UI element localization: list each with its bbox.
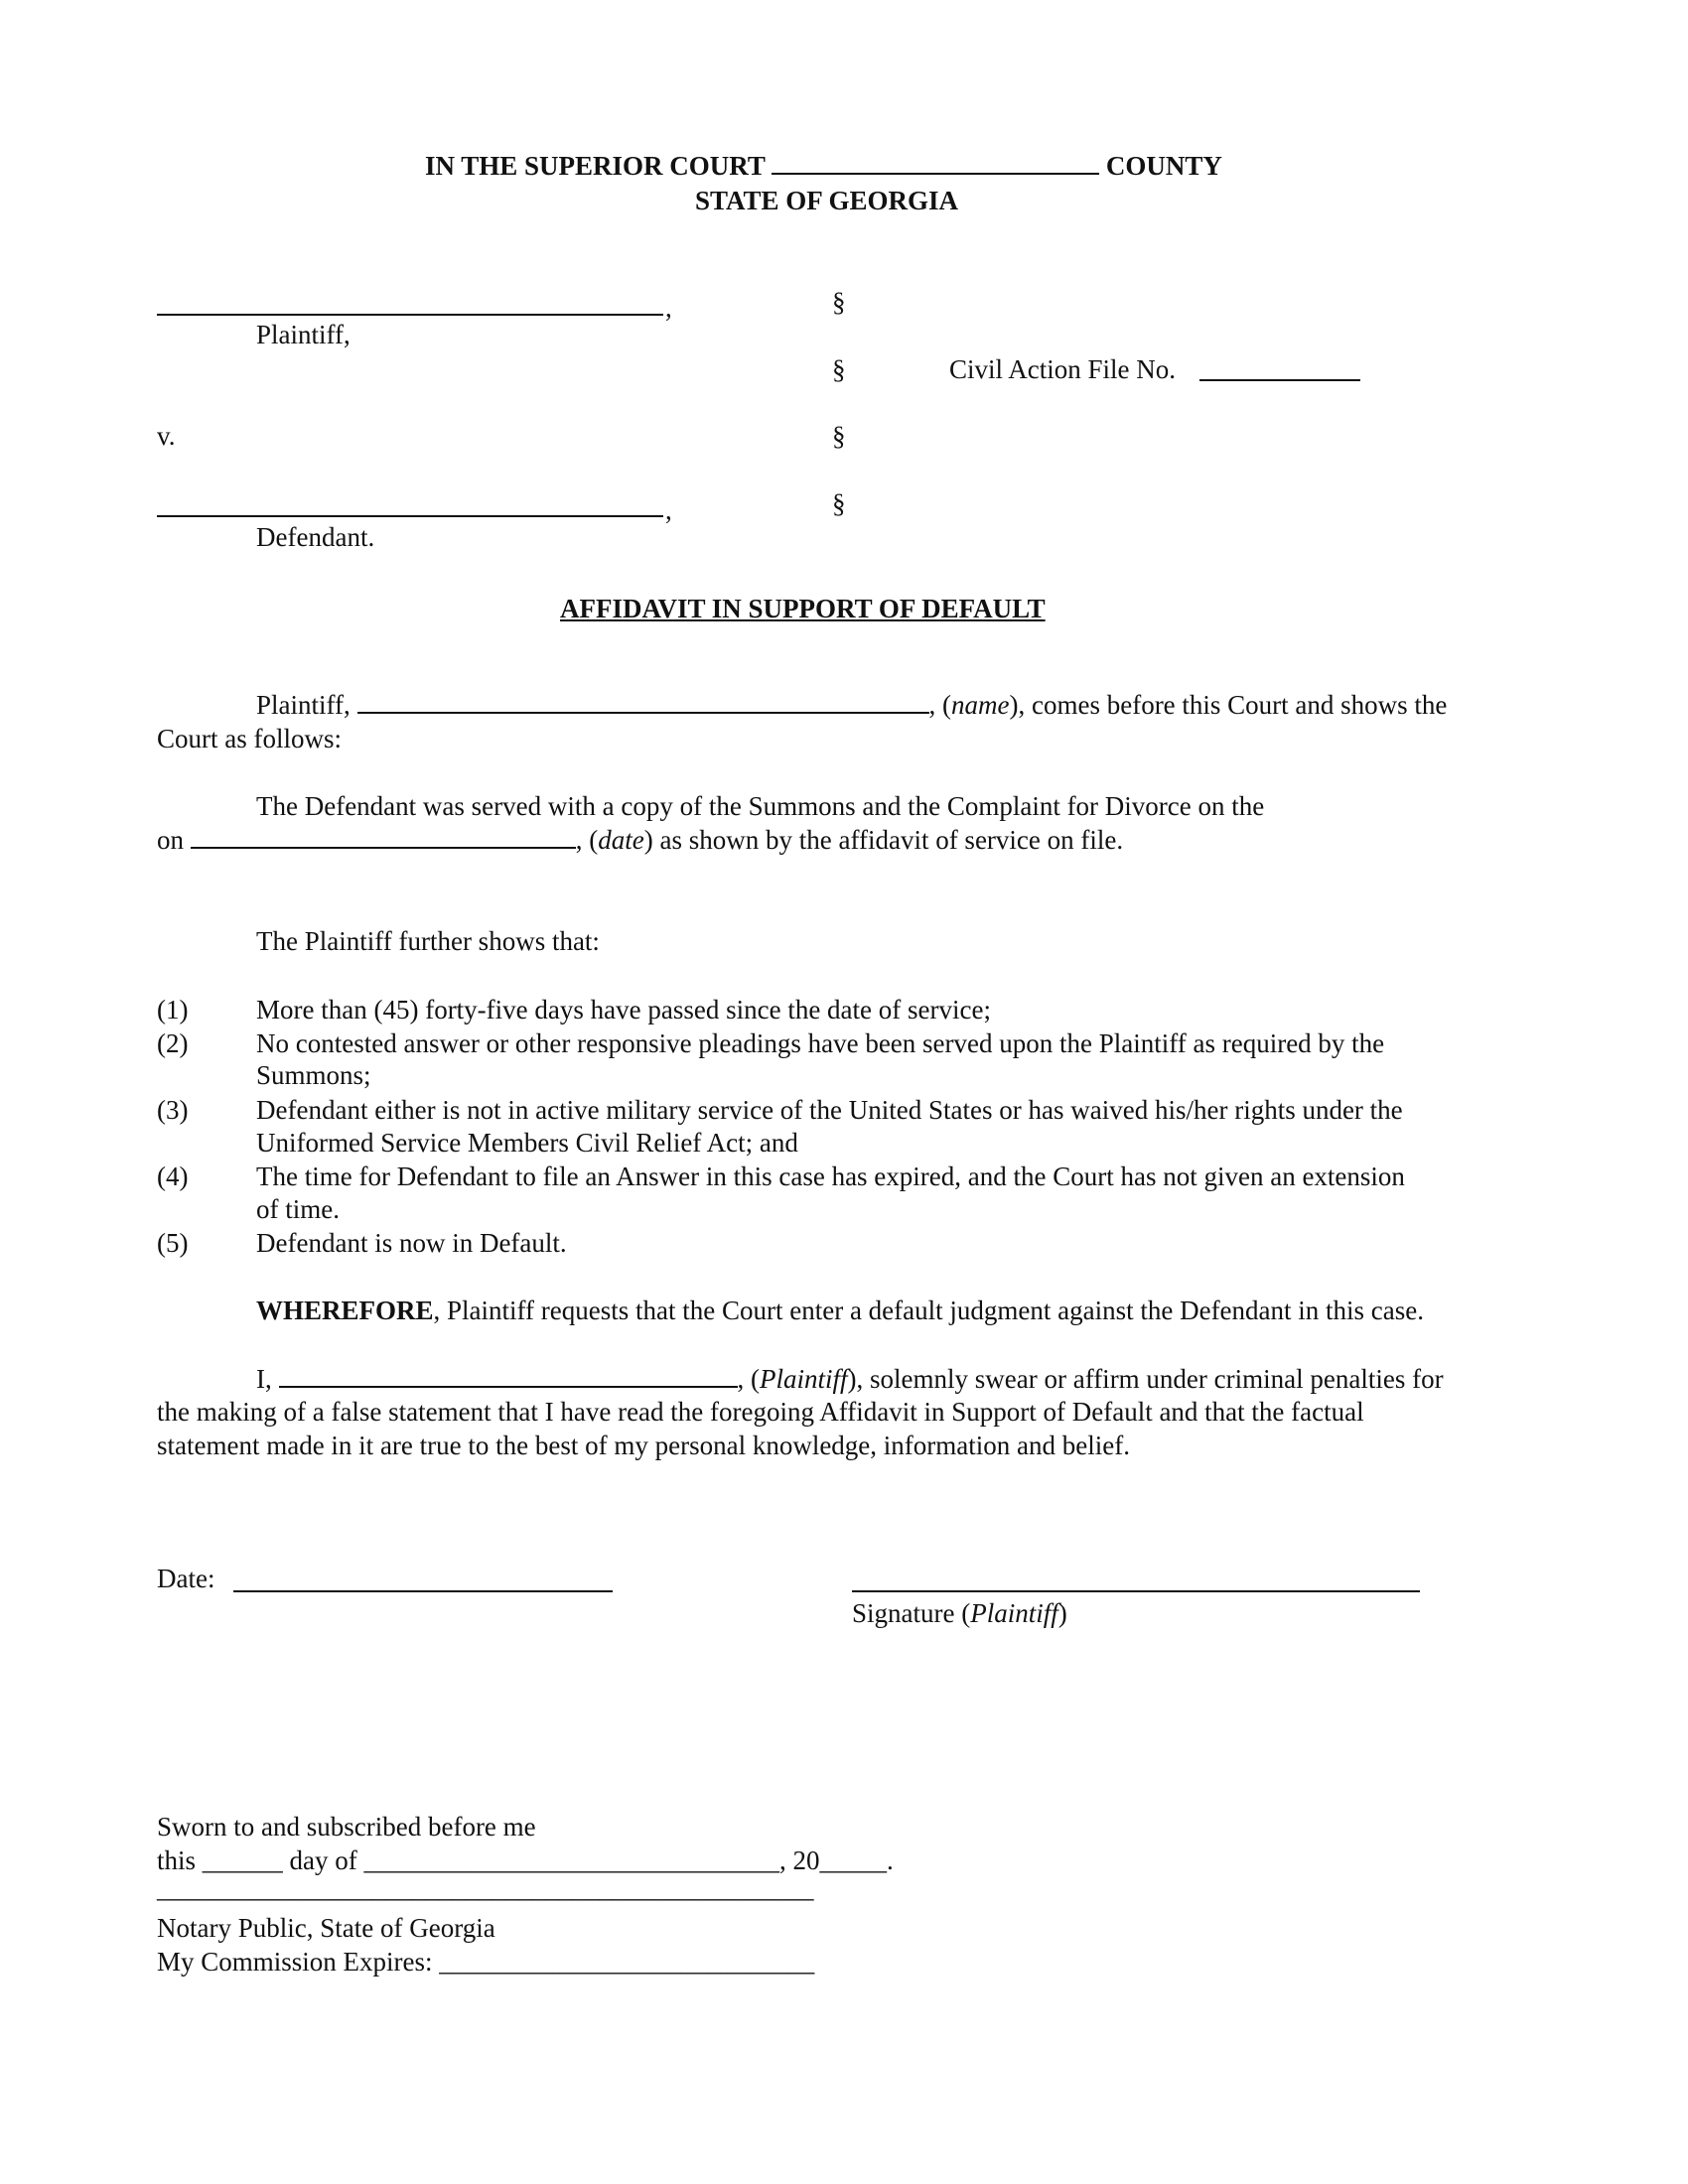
defendant-name-field[interactable] [157,515,663,517]
oath-suffix: ), solemnly swear or affirm under criminal penalties for [847,1364,1444,1394]
item-text: Summons; [256,1060,371,1090]
date-label: Date: [157,1564,215,1593]
service-on: on [157,825,184,855]
item-text: Defendant is now in Default. [256,1228,567,1258]
oath-line-2: the making of a false statement that I have read the foregoing Affidavit in Support of Default and that the factual [157,1397,1364,1427]
name-hint: name [951,690,1010,720]
service-line-1: The Defendant was served with a copy of the Summons and the Complaint for Divorce on the [256,791,1265,821]
notary-signature-line[interactable]: _________________________________________________ [157,1873,814,1903]
further-shows: The Plaintiff further shows that: [256,926,600,956]
item-number: (2) [157,1028,189,1058]
signature-field[interactable] [852,1590,1420,1592]
intro-line-1: Plaintiff, , (name), comes before this Court and shows the [256,690,1448,720]
service-line-2: on , (date) as shown by the affidavit of service on file. [157,825,1124,855]
wherefore-bold: WHEREFORE [256,1296,434,1325]
notary-line-2[interactable]: this ______ day of _______________________________, 20_____. [157,1845,894,1875]
notary-line-5[interactable]: My Commission Expires: ____________________________ [157,1947,815,1977]
notary-line-4: Notary Public, State of Georgia [157,1913,495,1943]
section-symbol: § [832,354,846,384]
county-field[interactable] [772,172,1099,175]
wherefore-rest: , Plaintiff requests that the Court enter a default judgment against the Defendant in this case. [433,1296,1425,1325]
section-symbol: § [832,488,846,518]
plaintiff-label: Plaintiff, [256,320,351,349]
versus-label: v. [157,421,176,451]
court-suffix: COUNTY [1105,151,1222,181]
intro-suffix: ), comes before this Court and shows the [1009,690,1448,720]
oath-line-3: statement made in it are true to the best of my personal knowledge, information and belief. [157,1431,1130,1460]
intro-prefix: Plaintiff, [256,690,351,720]
intro-line-2: Court as follows: [157,724,342,753]
item-text: of time. [256,1194,340,1224]
oath-prefix: I, [256,1364,272,1394]
item-text: More than (45) forty-five days have passed since the date of service; [256,995,991,1024]
plaintiff-intro-name-field[interactable] [357,711,929,714]
court-heading [425,149,1222,183]
section-symbol: § [832,287,846,317]
wherefore-line [256,1294,1424,1327]
file-no-label: Civil Action File No. [949,354,1177,384]
item-number: (3) [157,1095,189,1125]
item-text: No contested answer or other responsive pleadings have been served upon the Plaintiff as required by the [256,1028,1385,1058]
plaintiff-hint: Plaintiff [760,1364,848,1394]
item-text: The time for Defendant to file an Answer in this case has expired, and the Court has not given an extension [256,1161,1405,1191]
item-number: (4) [157,1161,189,1191]
oath-name-field[interactable] [279,1385,738,1388]
date-hint: date [598,825,644,855]
defendant-label: Defendant. [256,522,375,552]
court-prefix: IN THE SUPERIOR COURT [425,151,766,181]
date-field[interactable] [233,1590,613,1592]
signature-close: ) [1057,1598,1067,1628]
defendant-comma: , [665,495,672,525]
item-text: Defendant either is not in active military service of the United States or has waived his/her rights under the [256,1095,1403,1125]
oath-line-1: I, , (Plaintiff), solemnly swear or affirm under criminal penalties for [256,1364,1444,1394]
item-number: (1) [157,995,189,1024]
item-text: Uniformed Service Members Civil Relief Act; and [256,1128,798,1158]
plaintiff-comma: , [665,293,672,323]
plaintiff-name-field[interactable] [157,314,663,316]
state-heading: STATE OF GEORGIA [695,186,959,215]
notary-line-1: Sworn to and subscribed before me [157,1812,536,1842]
item-number: (5) [157,1228,189,1258]
service-suffix: ) as shown by the affidavit of service on file. [643,825,1124,855]
signature-hint: Plaintiff [970,1598,1058,1628]
service-date-field[interactable] [191,846,576,849]
signature-label: Signature ( [852,1598,971,1628]
signature-caption [852,1596,1067,1630]
file-no-field[interactable] [1199,379,1360,381]
section-symbol: § [832,421,846,451]
document-title: AFFIDAVIT IN SUPPORT OF DEFAULT [560,594,1046,623]
